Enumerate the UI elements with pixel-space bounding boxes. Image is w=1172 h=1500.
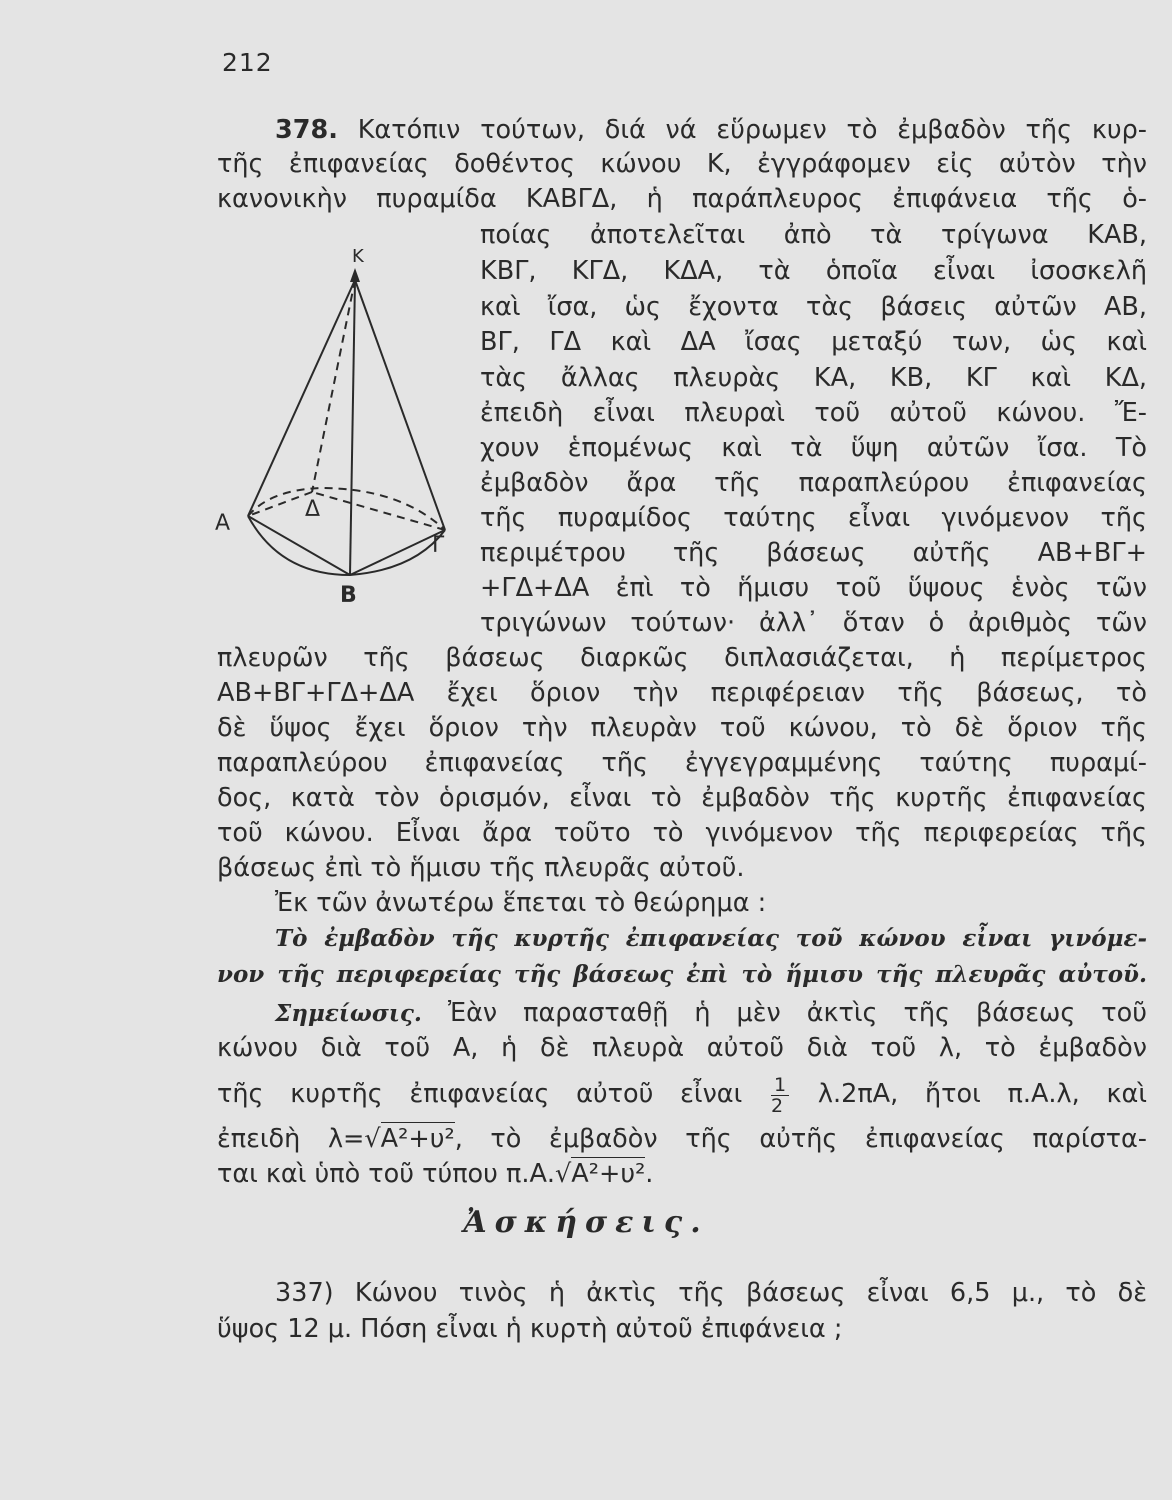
para-378-line: τῆς ἐπιφανείας δοθέντος κώνου Κ, ἐγγράφομεν εἰς αὐτὸν τὴν (217, 149, 1147, 179)
note-text: ἐπειδὴ λ=√ (217, 1124, 381, 1154)
para-378-line: ποίας ἀποτελεῖται ἀπὸ τὰ τρίγωνα ΚΑΒ, (480, 220, 1147, 250)
label-b: Β (340, 583, 357, 608)
cone-base-back-arc (248, 488, 445, 530)
para-378-line: δὲ ὕψος ἔχει ὅριον τὴν πλευρὰν τοῦ κώνου, τὸ δὲ ὅριον τῆς (217, 713, 1147, 743)
note-text: λ.2πΑ, ἤτοι π.Α.λ, καὶ (817, 1079, 1147, 1109)
note-text: , τὸ ἐμβαδὸν τῆς αὐτῆς ἐπιφανείας παρίστα- (454, 1124, 1147, 1154)
para-378-line: χουν ἑπομένως καὶ τὰ ὕψη αὐτῶν ἴσα. Τὸ (480, 433, 1147, 463)
para-378-line: τῆς πυραμίδος ταύτης εἶναι γινόμενον τῆς (480, 503, 1147, 533)
page-number: 212 (222, 48, 273, 77)
label-apex: Κ (352, 246, 364, 267)
para-378-line: περιμέτρου τῆς βάσεως αὐτῆς ΑΒ+ΒΓ+ (480, 538, 1147, 568)
para-378-line: ΑΒ+ΒΓ+ΓΔ+ΔΑ ἔχει ὅριον τὴν περιφέρειαν τῆς βάσεως, τὸ (217, 678, 1147, 708)
note-text: . (645, 1159, 654, 1189)
exercises-heading: Ἀσκήσεις. (463, 1205, 709, 1240)
theorem-line: Τὸ ἐμβαδὸν τῆς κυρτῆς ἐπιφανείας τοῦ κώνου εἶναι γινόμε- (275, 925, 1147, 952)
fraction-one-half (771, 1075, 789, 1116)
label-d: Δ (305, 497, 321, 522)
note-line: κώνου διὰ τοῦ Α, ἡ δὲ πλευρὰ αὐτοῦ διὰ τοῦ λ, τὸ ἐμβαδὸν (217, 1033, 1147, 1063)
note-text: Ἐὰν παρασταθῇ ἡ μὲν ἀκτὶς τῆς βάσεως τοῦ (447, 998, 1148, 1028)
para-378-line: τοῦ κώνου. Εἶναι ἄρα τοῦτο τὸ γινόμενον τῆς περιφερείας τῆς (217, 818, 1147, 848)
label-g: Γ (432, 533, 445, 558)
note-label: Σημείωσις. (275, 1000, 422, 1027)
note-line (217, 1157, 1147, 1191)
sqrt-radicand: Α²+υ² (571, 1159, 646, 1189)
para-378-line: παραπλεύρου ἐπιφανείας τῆς ἐγγεγραμμένης ταύτης πυραμί- (217, 748, 1147, 778)
label-a: Α (215, 511, 231, 536)
fraction-denominator: 2 (771, 1094, 784, 1117)
para-378-line: ΚΒΓ, ΚΓΔ, ΚΔΑ, τὰ ὁποῖα εἶναι ἰσοσκελῆ (480, 256, 1147, 286)
cone-edge-ka (248, 280, 355, 516)
cone-figure (210, 240, 460, 610)
fraction-numerator: 1 (771, 1075, 789, 1096)
note-text: τῆς κυρτῆς ἐπιφανείας αὐτοῦ εἶναι (217, 1079, 743, 1109)
para-378-line: τὰς ἄλλας πλευρὰς ΚΑ, ΚΒ, ΚΓ καὶ ΚΔ, (480, 363, 1147, 393)
note-line (217, 1122, 1147, 1156)
para-378-line: δος, κατὰ τὸν ὁρισμόν, εἶναι τὸ ἐμβαδὸν τῆς κυρτῆς ἐπιφανείας (217, 783, 1147, 813)
para-378-text: Κατόπιν τούτων, διά νά εὕρωμεν τὸ ἐμβαδὸν τῆς κυρ- (357, 115, 1147, 145)
para-378-line: βάσεως ἐπὶ τὸ ἥμισυ τῆς πλευρᾶς αὐτοῦ. (217, 853, 745, 883)
para-378-line: ΒΓ, ΓΔ καὶ ΔΑ ἴσας μεταξύ των, ὡς καὶ (480, 327, 1147, 357)
para-378-line: +ΓΔ+ΔΑ ἐπὶ τὸ ἥμισυ τοῦ ὕψους ἑνὸς τῶν (480, 573, 1147, 603)
para-378-line: τριγώνων τούτων· ἀλλ᾽ ὅταν ὁ ἀριθμὸς τῶν (480, 608, 1147, 638)
theorem-intro: Ἐκ τῶν ἀνωτέρω ἕπεται τὸ θεώρημα : (275, 888, 767, 918)
para-378-line: ἐπειδὴ εἶναι πλευραὶ τοῦ αὐτοῦ κώνου. Ἔ- (480, 398, 1147, 428)
pyramid-edge-gd (312, 492, 445, 530)
pyramid-edge-bg (350, 530, 445, 575)
cone-base-front-arc (248, 516, 445, 575)
apex-mark (350, 268, 360, 282)
note-line (275, 996, 1147, 1030)
theorem-line: νον τῆς περιφερείας τῆς βάσεως ἐπὶ τὸ ἥμισυ τῆς πλευρᾶς αὐτοῦ. (217, 961, 1147, 988)
para-378-line: καὶ ἴσα, ὡς ἔχοντα τὰς βάσεις αὐτῶν ΑΒ, (480, 292, 1147, 322)
para-378-line: πλευρῶν τῆς βάσεως διαρκῶς διπλασιάζεται, ἡ περίμετρος (217, 643, 1147, 673)
para-number: 378. (275, 115, 338, 145)
para-378-line: ἐμβαδὸν ἄρα τῆς παραπλεύρου ἐπιφανείας (480, 468, 1147, 498)
note-line (217, 1072, 1147, 1116)
exercise-line: 337) Κώνου τινὸς ἡ ἀκτὶς τῆς βάσεως εἶναι 6,5 μ., τὸ δὲ (275, 1278, 1147, 1308)
cone-edge-kd (312, 280, 355, 492)
note-text: ται καὶ ὑπὸ τοῦ τύπου π.Α.√ (217, 1159, 572, 1189)
sqrt-radicand: Α²+υ² (380, 1124, 455, 1154)
para-378-line (275, 113, 1147, 147)
exercise-line: ὕψος 12 μ. Πόση εἶναι ἡ κυρτὴ αὐτοῦ ἐπιφάνεια ; (217, 1314, 843, 1344)
cone-edge-kb (350, 280, 355, 575)
para-378-line: κανονικὴν πυραμίδα ΚΑΒΓΔ, ἡ παράπλευρος ἐπιφάνεια τῆς ὁ- (217, 184, 1147, 214)
